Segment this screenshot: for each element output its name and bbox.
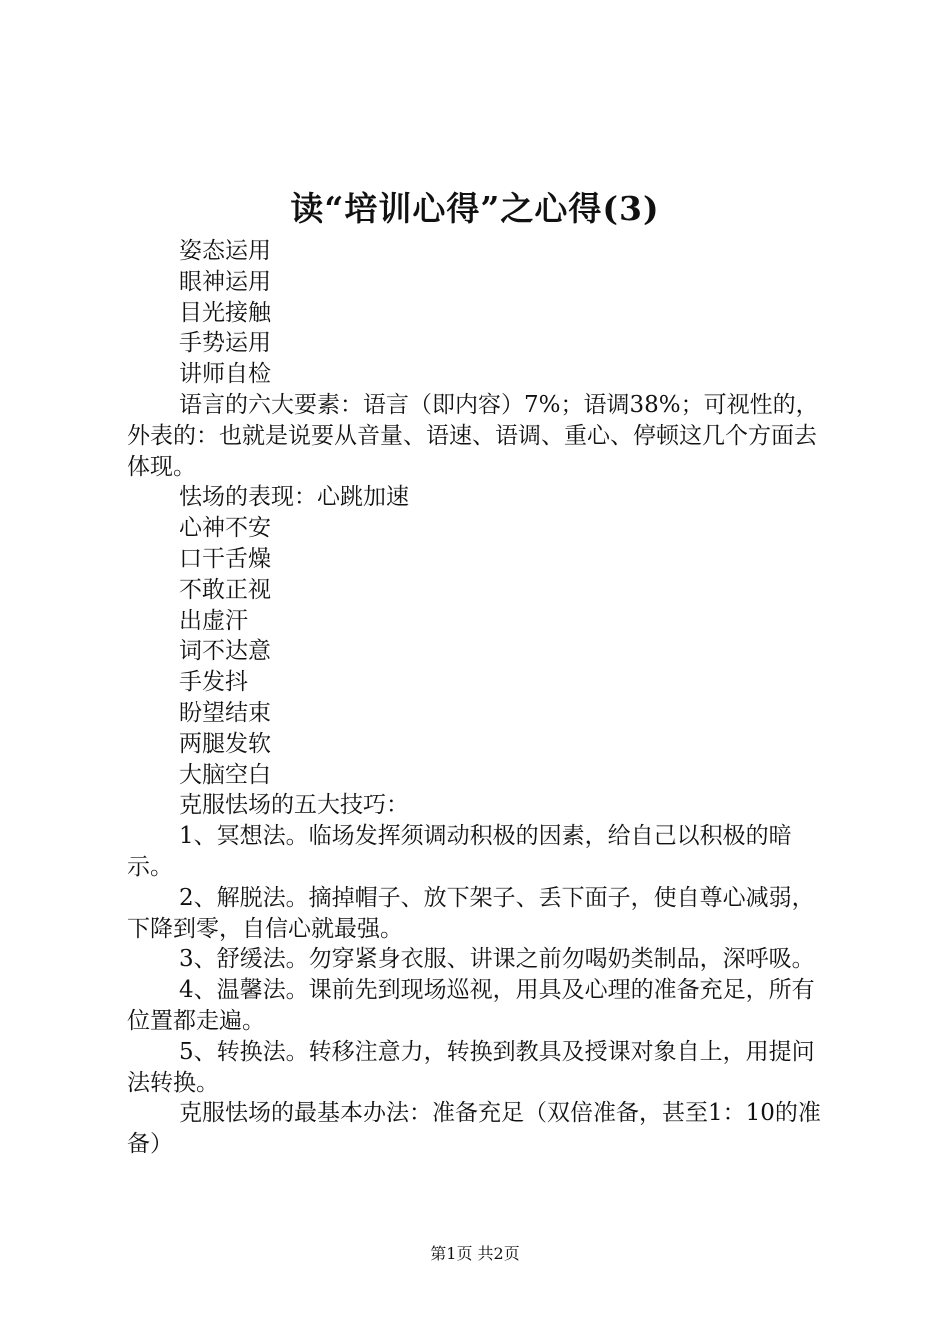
paragraph: 心神不安 — [179, 515, 271, 542]
paragraph: 怯场的表现：心跳加速 — [179, 484, 409, 511]
document-title: 读“培训心得”之心得(3) — [290, 189, 660, 228]
document-body — [127, 236, 833, 1160]
paragraph: 3、舒缓法。勿穿紧身衣服、讲课之前勿喝奶类制品，深呼吸。 — [179, 946, 815, 973]
paragraph: 克服怯场的五大技巧： — [179, 792, 409, 819]
paragraph: 两腿发软 — [179, 730, 271, 757]
paragraph: 盼望结束 — [179, 699, 271, 726]
paragraph: 口干舌燥 — [179, 545, 271, 572]
paragraph: 词不达意 — [179, 638, 271, 665]
paragraph: 目光接触 — [179, 299, 271, 326]
paragraph: 语言的六大要素：语言（即内容）7%；语调38%；可视性的，外表的：也就是说要从音量、语速、语调、重心、停顿这几个方面去体现。 — [127, 391, 819, 480]
paragraph: 眼神运用 — [179, 268, 271, 295]
paragraph: 手势运用 — [179, 330, 271, 357]
paragraph: 不敢正视 — [179, 576, 271, 603]
paragraph: 姿态运用 — [179, 238, 271, 264]
paragraph: 大脑空白 — [179, 761, 271, 788]
paragraph: 讲师自检 — [179, 361, 271, 388]
paragraph: 5、转换法。转移注意力，转换到教具及授课对象自上，用提问法转换。 — [127, 1038, 815, 1096]
paragraph: 1、冥想法。临场发挥须调动积极的因素，给自己以积极的暗示。 — [127, 823, 792, 880]
paragraph: 2、解脱法。摘掉帽子、放下架子、丢下面子，使自尊心减弱，下降到零，自信心就最强。 — [127, 884, 815, 942]
paragraph: 手发抖 — [179, 669, 248, 696]
page-number: 第1页 共2页 — [430, 1244, 520, 1263]
paragraph: 克服怯场的最基本办法：准备充足（双倍准备，甚至1：10的准备） — [127, 1100, 821, 1158]
paragraph: 4、温馨法。课前先到现场巡视，用具及心理的准备充足，所有位置都走遍。 — [127, 977, 815, 1034]
paragraph: 出虚汗 — [179, 607, 248, 634]
